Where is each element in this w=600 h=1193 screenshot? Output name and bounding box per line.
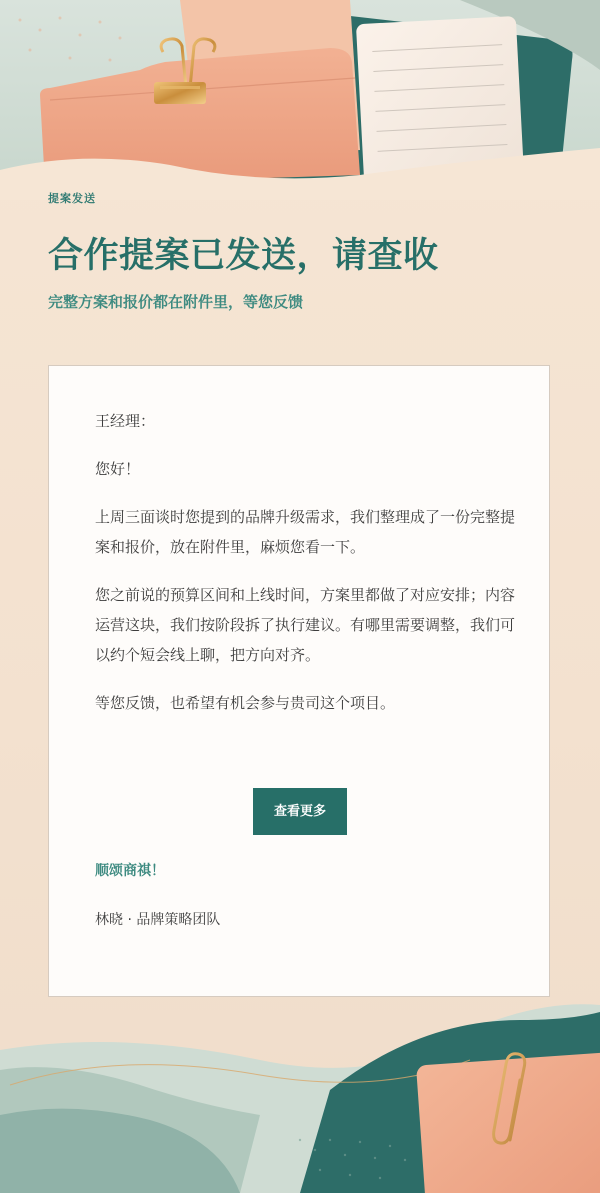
header-illustration <box>0 0 600 200</box>
letter-paragraph: 您之前说的预算区间和上线时间，方案里都做了对应安排；内容运营这块，我们按阶段拆了执行建议。有哪里需要调整，我们可以约个短会线上聊，把方向对齐。 <box>95 586 516 664</box>
letter-paragraph: 等您反馈，也希望有机会参与贵司这个项目。 <box>95 694 396 712</box>
salutation: 王经理： <box>95 412 156 430</box>
page-subtitle: 完整方案和报价都在附件里，等您反馈 <box>48 293 304 311</box>
letter-paragraph: 上周三面谈时您提到的品牌升级需求，我们整理成了一份完整提案和报价，放在附件里，麻烦您看一下。 <box>95 508 516 556</box>
closing-line: 顺颂商祺！ <box>95 863 165 879</box>
page-title: 合作提案已发送，请查收 <box>48 236 439 276</box>
greeting: 您好！ <box>95 460 141 478</box>
signature: 林晓 · 品牌策略团队 <box>95 912 221 928</box>
view-more-button[interactable]: 查看更多 <box>253 788 347 835</box>
footer-illustration <box>0 990 600 1193</box>
letter-card <box>48 365 550 997</box>
eyebrow-label: 提案发送 <box>48 192 96 205</box>
cta-container <box>49 788 551 835</box>
letter-body <box>95 406 515 736</box>
